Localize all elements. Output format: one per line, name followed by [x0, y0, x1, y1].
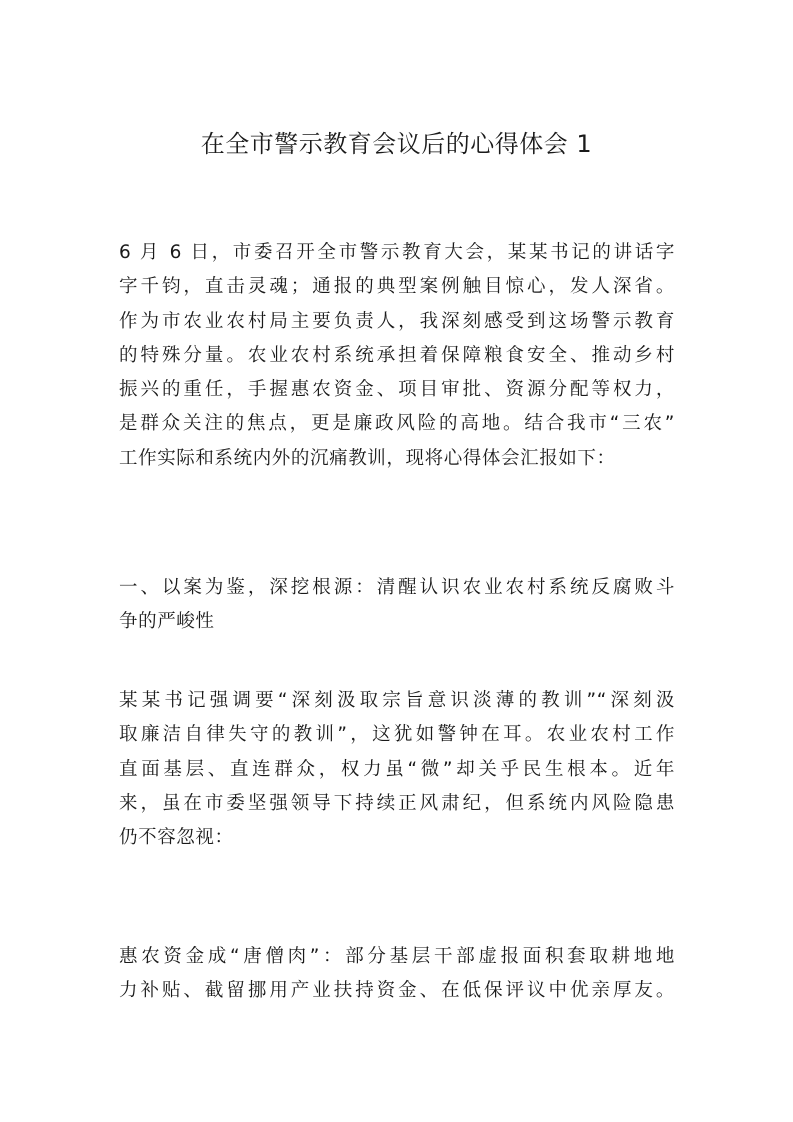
intro-paragraph: [119, 236, 675, 476]
paragraph-line: 的特殊分量。农业农村系统承担着保障粮食安全、推动乡村: [119, 344, 675, 366]
heading-line: 一、以案为鉴，深挖根源：清醒认识农业农村系统反腐败斗: [119, 577, 675, 598]
body-paragraph: [119, 940, 675, 1009]
paragraph-line: 振兴的重任，手握惠农资金、项目审批、资源分配等权力，: [119, 379, 675, 401]
paragraph-line: 作为市农业农村局主要负责人，我深刻感受到这场警示教育: [119, 310, 675, 332]
paragraph-line: 惠农资金成“唐僧肉”：部分基层干部虚报面积套取耕地地: [119, 946, 675, 967]
paragraph-line: 字千钧，直击灵魂；通报的典型案例触目惊心，发人深省。: [119, 276, 675, 298]
paragraph-line: 6 月 6 日，市委召开全市警示教育大会，某某书记的讲话字: [119, 242, 675, 263]
body-paragraph: [119, 684, 675, 855]
paragraph-line: 仍不容忽视：: [119, 827, 234, 849]
paragraph-line: 直面基层、直连群众，权力虽“微”却关乎民生根本。近年: [119, 758, 675, 780]
document-title: 在全市警示教育会议后的心得体会 1: [200, 130, 593, 158]
paragraph-line: 是群众关注的焦点，更是廉政风险的高地。结合我市“三农”: [119, 413, 675, 435]
paragraph-line: 工作实际和系统内外的沉痛教训，现将心得体会汇报如下：: [119, 447, 616, 469]
section-heading: [119, 571, 675, 640]
paragraph-line: 某某书记强调要“深刻汲取宗旨意识淡薄的教训”“深刻汲: [119, 690, 675, 711]
paragraph-line: 力补贴、截留挪用产业扶持资金、在低保评议中优亲厚友。: [119, 980, 675, 1002]
heading-line: 争的严峻性: [119, 611, 215, 633]
paragraph-line: 来，虽在市委坚强领导下持续正风肃纪，但系统内风险隐患: [119, 792, 675, 814]
paragraph-line: 取廉洁自律失守的教训”，这犹如警钟在耳。农业农村工作: [119, 724, 675, 746]
